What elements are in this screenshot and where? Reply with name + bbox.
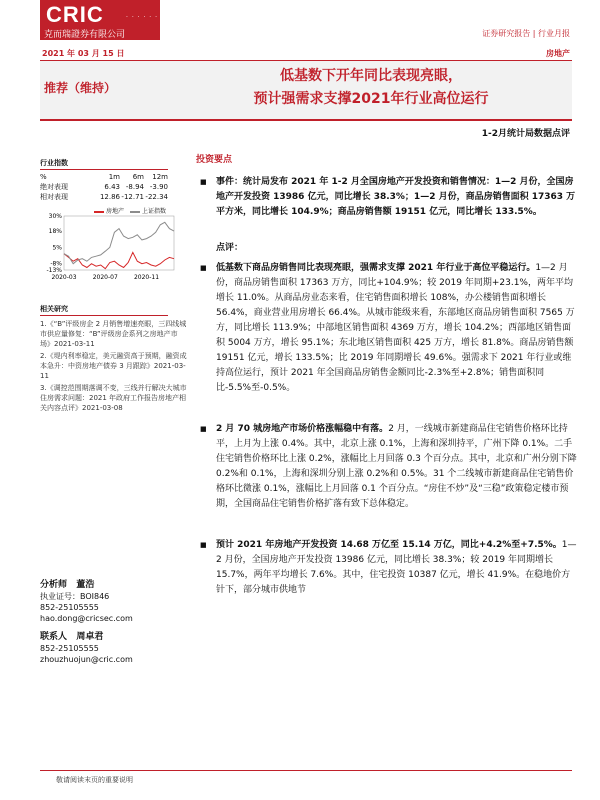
performance-col-header: 12m [152,173,168,181]
performance-row-label: 相对表现 [40,193,68,201]
analyst-contacts [40,580,190,665]
legend-label: 上证指数 [142,208,167,215]
series-line-shanghai-index [64,222,174,263]
report-subtitle: 1-2月统计局数据点评 [481,129,570,139]
logo-wordmark: CRIC [46,2,104,27]
related-research-item[interactable]: 2.《堤内利率稳定，美元融资高于预期，融资成本急升：中资房地产债券 3 月跟踪》2021-03-11 [40,352,187,380]
x-tick-label: 2020-07 [92,274,118,281]
main-content [196,152,578,604]
report-title [190,65,552,111]
performance-cell: -3.90 [149,183,168,191]
investment-text: 1—2 月份，全国房地产开发投资 13986 亿元，同比增长 38.3%；较 2019 年同期增长 15.7%，两年平均增长 7.6%。其中，住宅投资 10387 亿元，增长 41.9%。在稳地价方针下，部分城市供地节 [216,540,577,595]
comment-label: 点评： [216,243,244,253]
price-text: 2 月，一线城市新建商品住宅销售价格环比持平，上月为上涨 0.4%。其中，北京上涨 0.1%，上海和深圳持平，广州下降 0.1%。二手住宅销售价格环比上涨 0.2%，涨幅比上月回落 0.3 个百分点。其中，北京和广州分别下降 0.2%和 0.1%，上海和深圳分别上涨 0.2%和 0.5%。31 个二线城市新建商品住宅销售价格环比微涨 0.1%，涨幅比上月回落 0.1 个百分点。“房住不炒”及“三稳”政策稳定楼市预期，全国商品住宅销售价格扩落有致下总体稳定。 [216,424,577,509]
related-research-item[interactable]: 1.《“B”评级房企 2 月销售增速亮眼，三四线城市供应量修复：“B”评级房企系列之房地产市场》2021-03-11 [40,320,187,348]
investment-paragraph [196,538,578,598]
performance-cell: -12.71 [121,193,144,201]
chart-legend [94,206,166,215]
logo-dots: · · · · · · [126,14,158,21]
analyst-name: 董浩 [76,580,95,590]
contact-role-line [40,632,190,643]
y-tick-label: 30% [48,213,62,220]
analyst-email[interactable]: hao.dong@cricsec.com [40,614,133,623]
performance-unit: % [40,173,47,181]
x-tick-label: 2020-03 [51,274,77,281]
series-line-real-estate [64,252,174,268]
legend-label: 房地产 [106,208,125,215]
price-paragraph [196,422,578,512]
analyst-license: 执业证号：BOI846 [40,592,110,601]
performance-heading: 行业指数 [40,158,168,170]
analyst-role: 分析师 [40,580,68,590]
performance-header-row [40,172,188,182]
performance-table [40,172,188,202]
event-text: 事件：统计局发布 2021 年 1-2 月全国房地产开发投资和销售情况：1—2 月份，全国房地产开发投资 13986 亿元，同比增长 38.3%；1—2 月份，商品房销售面积 17363 万平方米，同比增长 104.9%；商品房销售额 19151 亿元，同比增长 133.5%。 [216,177,576,217]
related-research-list [40,319,188,413]
sales-paragraph [196,261,578,396]
performance-cell: 12.86 [99,193,120,201]
y-tick-label: 18% [48,228,62,236]
title-line-2: 预计强需求支撑2021年行业高位运行 [253,91,489,107]
performance-row [40,182,188,192]
related-research-heading: 相关研究 [40,304,168,316]
company-logo [40,0,160,40]
performance-cell: -8.94 [125,183,144,191]
x-tick-label: 2020-11 [133,274,160,281]
title-divider [40,119,572,121]
investment-points-heading: 投资要点 [196,155,233,165]
y-tick-label: -13% [46,267,62,274]
rating-label: 推荐（维持） [44,81,117,95]
sales-lead: 低基数下商品房销售同比表现亮眼，强需求支撑 2021 年行业于高位平稳运行。 [216,263,536,273]
legend-item-real-estate [94,206,124,215]
analyst-role-line [40,580,190,591]
performance-cell: -22.34 [145,193,168,201]
performance-col-header: 6m [132,173,144,181]
investment-lead: 预计 2021 年房地产开发投资 14.68 万亿至 15.14 万亿，同比+4.2%至+7.5%。 [216,540,562,550]
performance-row [40,192,188,202]
y-tick-label: 5% [52,244,62,252]
performance-cell: 6.43 [104,183,120,191]
contact-name: 周卓君 [76,632,104,642]
sales-text: 1—2 月份，商品房销售面积 17363 万方，同比+104.9%；较 2019 年同期+23.1%，两年平均增长 11.0%。从商品房业态来看，住宅销售面积增长 108%，办公楼销售面积增长 56.4%，商业营业用房增长 66.4%。从城市能级来看，东部地区商品房销售面积 7565 万方，同比增长 113.9%；中部地区销售面积 4369 万方，增长 104.2%；西部地区销售面积 5004 万方，增长 95.1%；东北地区销售面积 425 万方，增长 81.8%。商品房销售额 19151 亿元，增长 133.5%；比 2019 年同期增长 49.6%。强需求下 2021 年行业或维持高位运行，预计 2021 年全国商品房销售金额同比-2.3%至+2.8%；销售面积同比-5.5%至-0.5%。 [216,263,575,393]
chart-plot [40,206,180,286]
contact-role: 联系人 [40,632,68,642]
event-paragraph [196,175,578,220]
logo-company-name: 克而瑞證券有限公司 [44,30,126,40]
performance-row-label: 绝对表现 [40,183,68,191]
price-lead: 2 月 70 城房地产市场价格涨幅稳中有落。 [216,424,389,434]
title-line-1: 低基数下开年同比表现亮眼， [280,68,462,84]
footer-divider [40,770,572,771]
index-performance-chart [40,206,180,286]
contact-email[interactable]: zhouzhuojun@cric.com [40,655,133,664]
report-sector: 房地产 [546,49,570,58]
analyst-phone: 852-25105555 [40,603,99,612]
performance-col-header: 1m [108,173,120,181]
report-date: 2021 年 03 月 15 日 [42,49,125,58]
legend-item-shanghai-index [130,206,166,215]
footer-disclaimer: 敬请阅读末页的重要说明 [56,776,133,784]
related-research-item[interactable]: 3.《调控范围期落调不变，三线并行解决大城市住房需求问题：2021 年政府工作报告房地产相关内容点评》2021-03-08 [40,384,187,412]
left-sidebar [40,158,188,415]
report-type: 证券研究报告 | 行业月报 [482,29,570,38]
contact-phone: 852-25105555 [40,644,99,653]
title-band [40,61,572,119]
y-tick-label: -8% [50,260,62,268]
